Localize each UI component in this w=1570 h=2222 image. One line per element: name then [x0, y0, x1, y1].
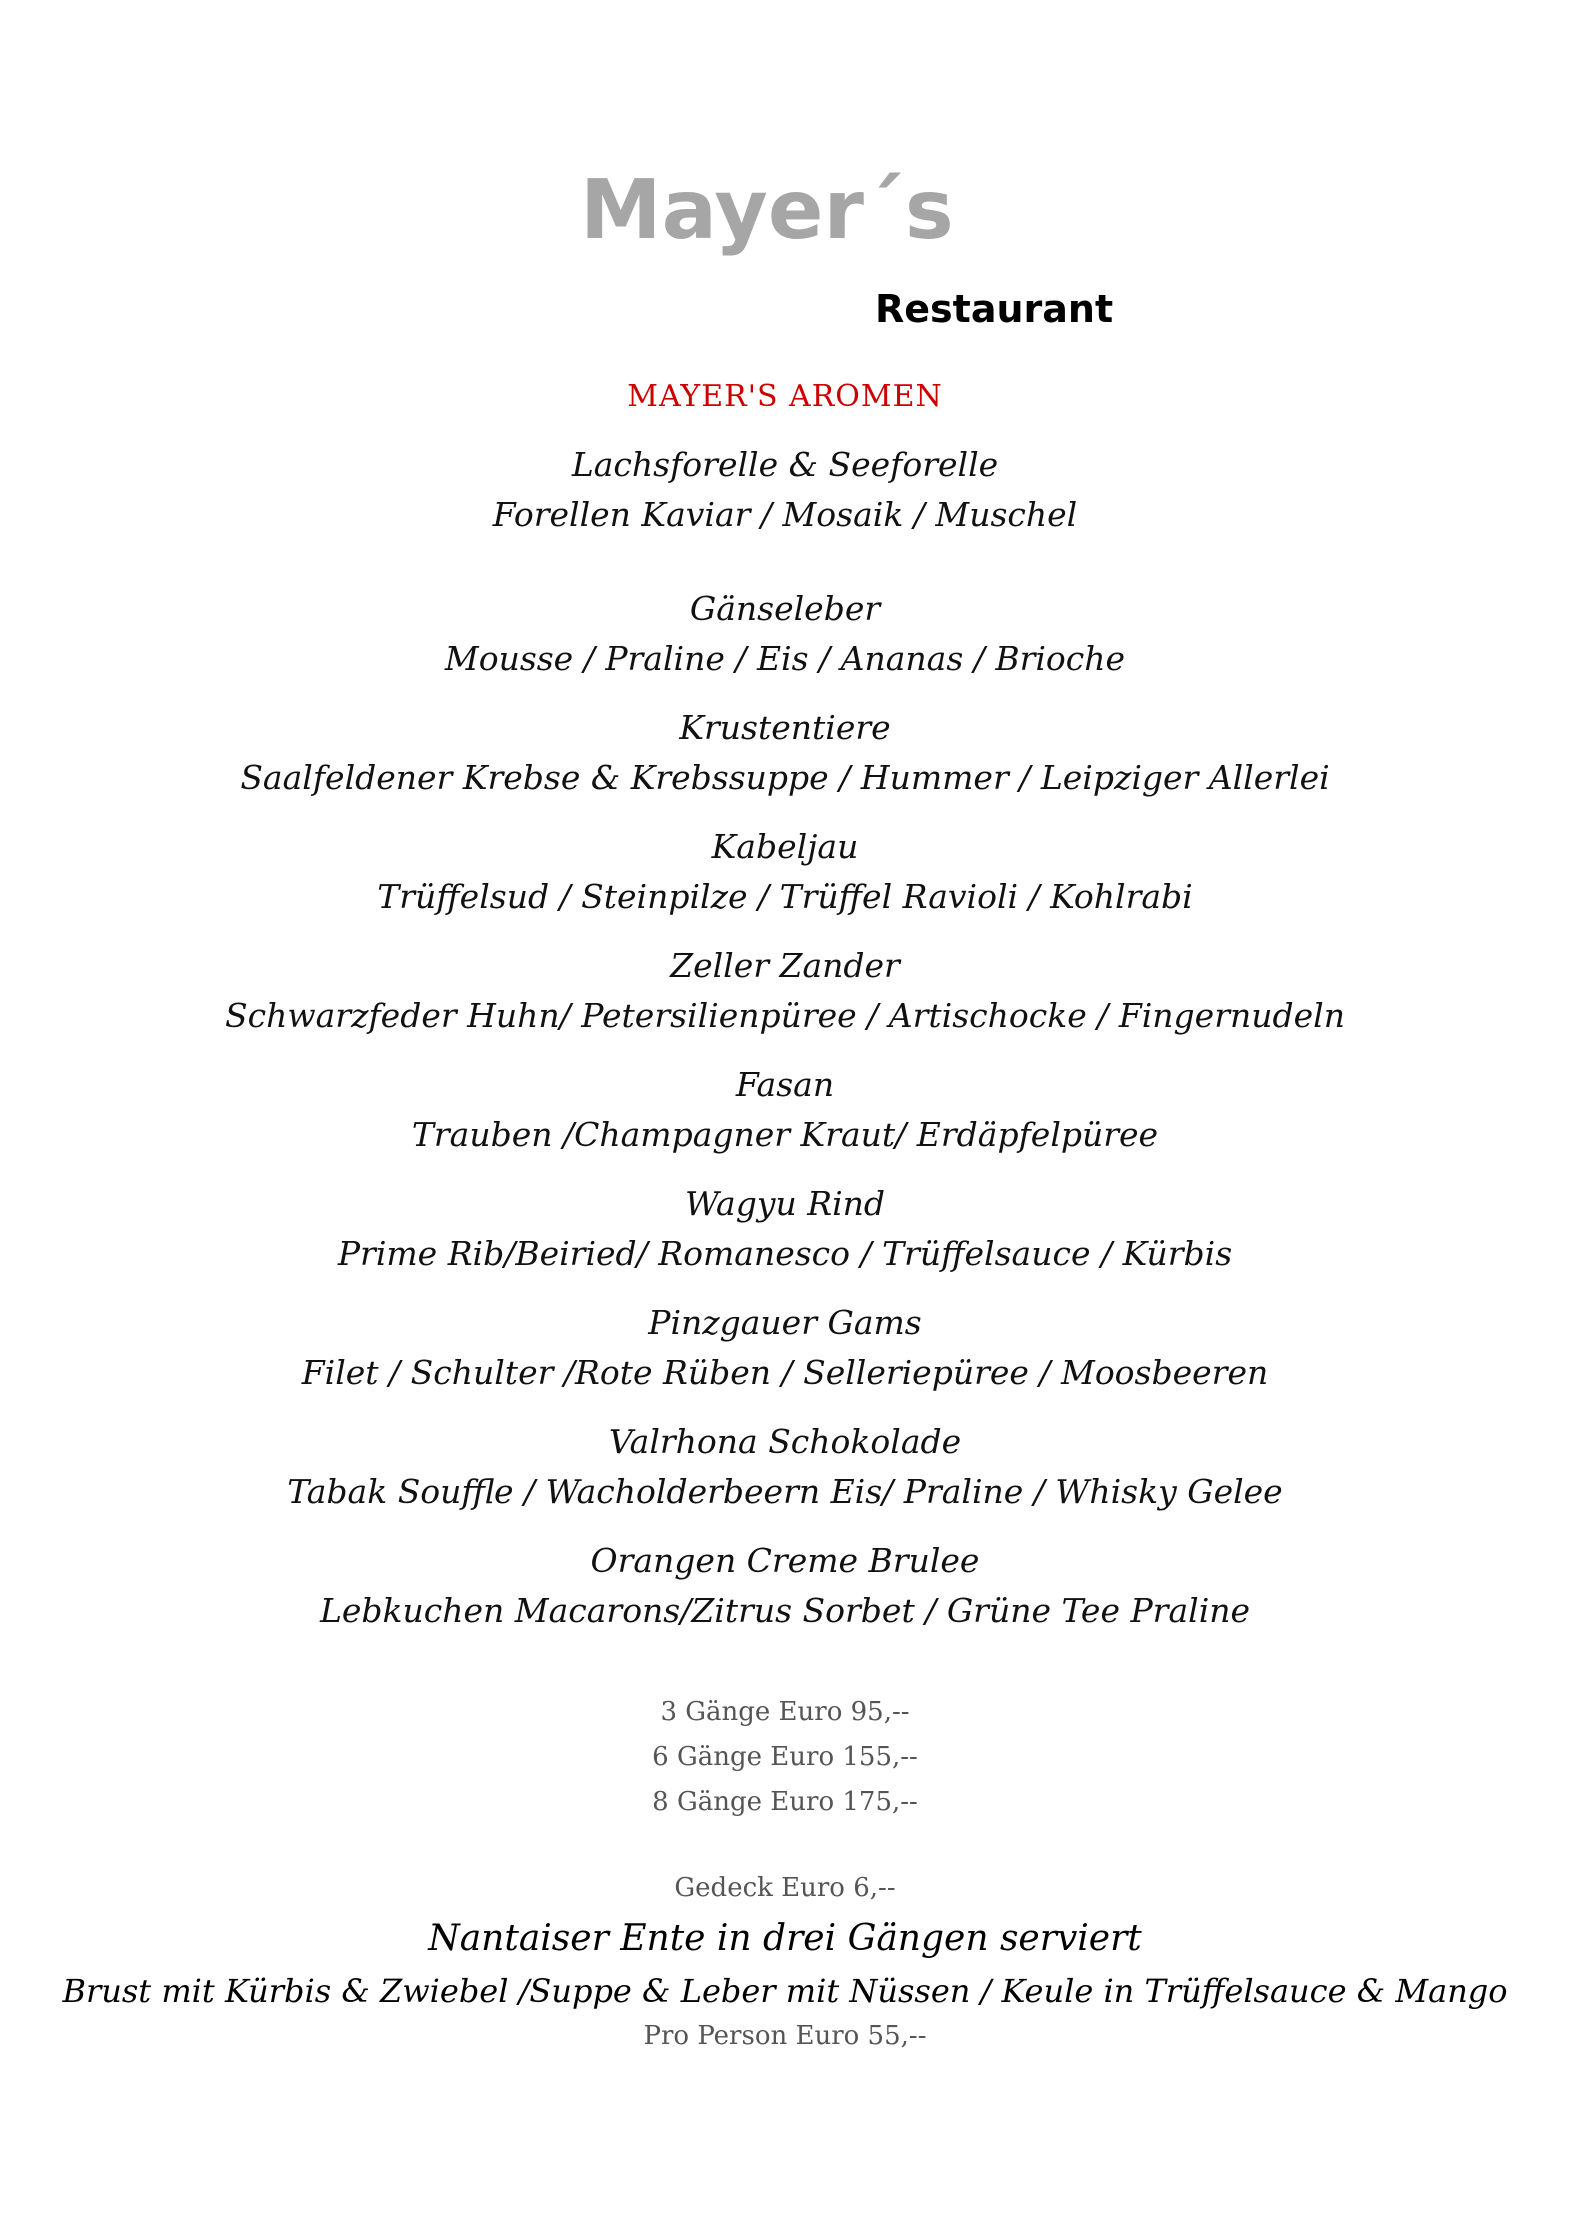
course-item — [0, 703, 1570, 803]
course-item — [0, 1060, 1570, 1160]
course-garnish: Lebkuchen Macarons/Zitrus Sorbet / Grüne Tee Praline — [319, 1591, 1251, 1630]
special-price: Pro Person Euro 55,-- — [643, 2021, 927, 2051]
menu-title-text: MAYER'S AROMEN — [627, 379, 943, 414]
course-garnish: Filet / Schulter /Rote Rüben / Selleriepüree / Moosbeeren — [301, 1353, 1269, 1392]
special-description: Brust mit Kürbis & Zwiebel /Suppe & Leber mit Nüssen / Keule in Trüffelsauce & Mango — [62, 1972, 1508, 2010]
course-garnish: Mousse / Praline / Eis / Ananas / Brioche — [444, 639, 1126, 678]
course-item — [0, 1298, 1570, 1398]
course-item — [0, 440, 1570, 540]
course-garnish: Prime Rib/Beiried/ Romanesco / Trüffelsauce / Kürbis — [337, 1234, 1233, 1273]
course-garnish: Tabak Souffle / Wacholderbeern Eis/ Praline / Whisky Gelee — [287, 1472, 1283, 1511]
course-prices — [0, 1690, 1570, 1825]
course-dish: Kabeljau — [711, 827, 859, 866]
cover-charge: Gedeck Euro 6,-- — [674, 1873, 896, 1903]
special-title: Nantaiser Ente in drei Gängen serviert — [428, 1918, 1142, 1959]
price-6-courses: 6 Gänge Euro 155,-- — [652, 1742, 918, 1772]
course-dish: Pinzgauer Gams — [648, 1303, 922, 1342]
course-garnish: Schwarzfeder Huhn/ Petersilienpüree / Artischocke / Fingernudeln — [225, 996, 1345, 1035]
course-item — [0, 1417, 1570, 1517]
course-dish: Zeller Zander — [670, 946, 900, 985]
course-item — [0, 941, 1570, 1041]
restaurant-brand-name: Mayer´s — [580, 163, 954, 258]
course-dish: Krustentiere — [679, 708, 891, 747]
course-garnish: Saalfeldener Krebse & Krebssuppe / Hummer / Leipziger Allerlei — [240, 758, 1330, 797]
restaurant-subtitle: Restaurant — [875, 287, 1114, 331]
course-dish: Orangen Creme Brulee — [590, 1541, 980, 1580]
course-dish: Wagyu Rind — [684, 1184, 885, 1223]
course-garnish: Trauben /Champagner Kraut/ Erdäpfelpüree — [411, 1115, 1159, 1154]
course-dish: Lachsforelle & Seeforelle — [571, 445, 999, 484]
course-dish: Fasan — [735, 1065, 835, 1104]
course-garnish: Forellen Kaviar / Mosaik / Muschel — [492, 495, 1078, 534]
course-dish: Valrhona Schokolade — [608, 1422, 962, 1461]
course-garnish: Trüffelsud / Steinpilze / Trüffel Ravioli / Kohlrabi — [377, 877, 1193, 916]
special-offer — [0, 1912, 1570, 2056]
menu-title — [0, 379, 1570, 414]
course-item — [0, 584, 1570, 684]
course-item — [0, 822, 1570, 922]
course-item — [0, 1536, 1570, 1636]
course-dish: Gänseleber — [689, 589, 881, 628]
course-item — [0, 1179, 1570, 1279]
price-3-courses: 3 Gänge Euro 95,-- — [660, 1697, 910, 1727]
price-8-courses: 8 Gänge Euro 175,-- — [652, 1787, 918, 1817]
